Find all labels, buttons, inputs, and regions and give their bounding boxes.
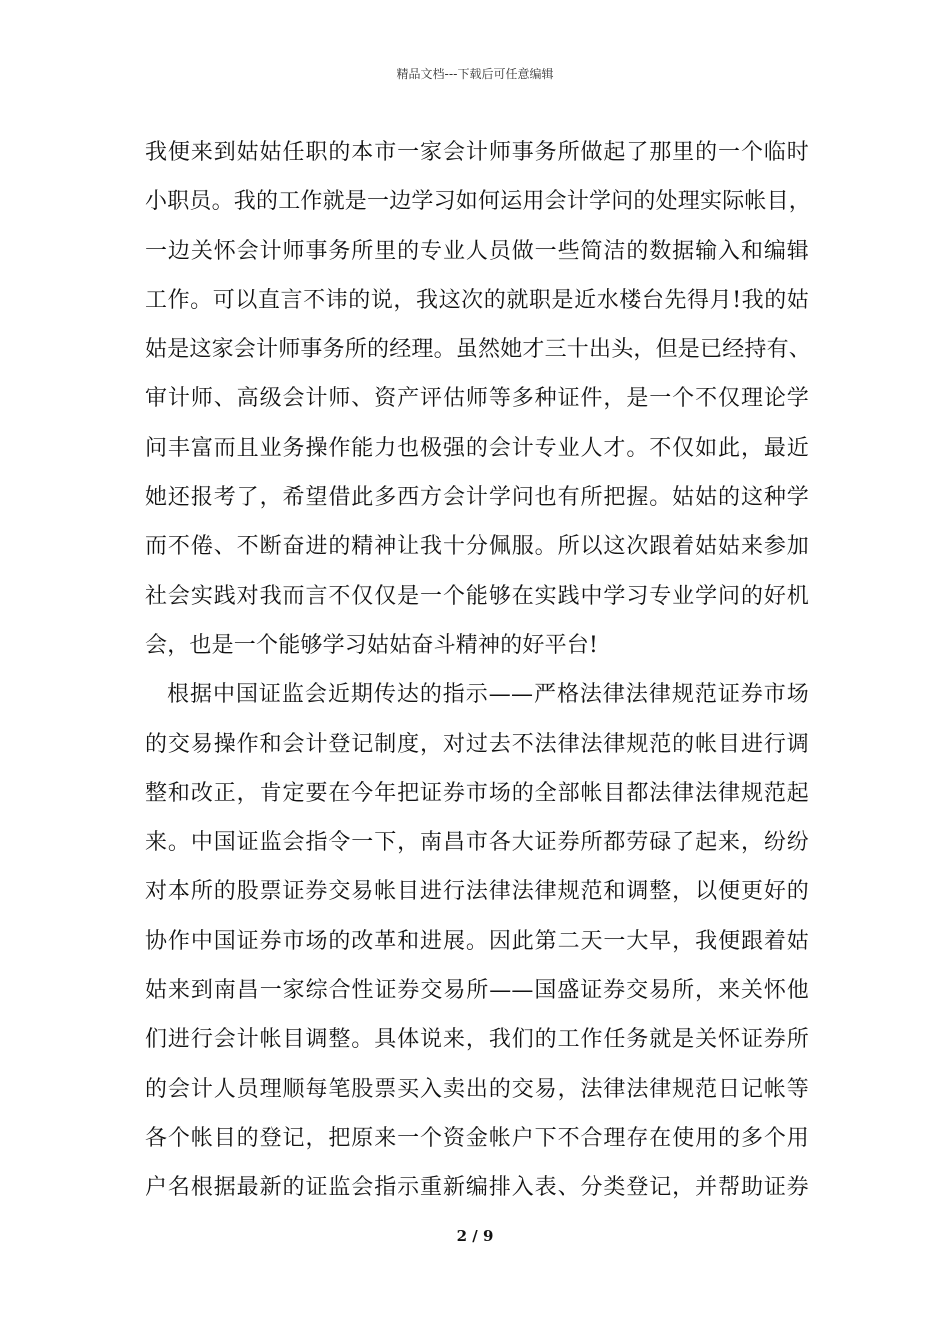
text-line: 各个帐目的登记，把原来一个资金帐户下不合理存在使用的多个用	[145, 1125, 809, 1151]
text-line: 社会实践对我而言不仅仅是一个能够在实践中学习专业学问的好机	[145, 583, 809, 609]
text-line: 对本所的股票证券交易帐目进行法律法律规范和调整，以便更好的	[145, 879, 809, 905]
text-line: 的交易操作和会计登记制度，对过去不法律法律规范的帐目进行调	[145, 731, 809, 757]
text-line: 一边关怀会计师事务所里的专业人员做一些简洁的数据输入和编辑	[145, 238, 809, 264]
text-line: 而不倦、不断奋进的精神让我十分佩服。所以这次跟着姑姑来参加	[145, 534, 809, 560]
page-header: 精品文档---下载后可任意编辑	[396, 67, 554, 81]
text-line: 整和改正，肯定要在今年把证券市场的全部帐目都法律法律规范起	[145, 780, 809, 806]
text-line: 的会计人员理顺每笔股票买入卖出的交易，法律法律规范日记帐等	[145, 1076, 809, 1102]
text-line: 姑来到南昌一家综合性证券交易所——国盛证券交易所，来关怀他	[145, 978, 809, 1004]
text-line: 户名根据最新的证监会指示重新编排入表、分类登记，并帮助证券	[145, 1175, 809, 1201]
text-line-paragraph-end: 会，也是一个能够学习姑姑奋斗精神的好平台!	[145, 632, 599, 658]
text-line: 姑是这家会计师事务所的经理。虽然她才三十出头，但是已经持有、	[145, 337, 812, 363]
text-line: 们进行会计帐目调整。具体说来，我们的工作任务就是关怀证券所	[145, 1027, 809, 1053]
text-line: 我便来到姑姑任职的本市一家会计师事务所做起了那里的一个临时	[145, 140, 809, 165]
text-line: 审计师、高级会计师、资产评估师等多种证件，是一个不仅理论学	[145, 386, 809, 412]
document-body	[145, 128, 812, 1213]
text-line: 问丰富而且业务操作能力也极强的会计专业人才。不仅如此，最近	[145, 435, 809, 461]
text-line: 协作中国证券市场的改革和进展。因此第二天一大早，我便跟着姑	[145, 928, 809, 954]
text-line: 小职员。我的工作就是一边学习如何运用会计学问的处理实际帐目，	[145, 189, 812, 215]
text-line: 她还报考了，希望借此多西方会计学问也有所把握。姑姑的这种学	[145, 485, 809, 511]
text-line-paragraph-start: 根据中国证监会近期传达的指示——严格法律法律规范证券市场	[167, 682, 809, 708]
page-number: 2 / 9	[456, 1227, 494, 1245]
text-line: 工作。可以直言不讳的说，我这次的就职是近水楼台先得月!我的姑	[145, 287, 809, 313]
text-line: 来。中国证监会指令一下，南昌市各大证券所都劳碌了起来，纷纷	[145, 830, 809, 856]
